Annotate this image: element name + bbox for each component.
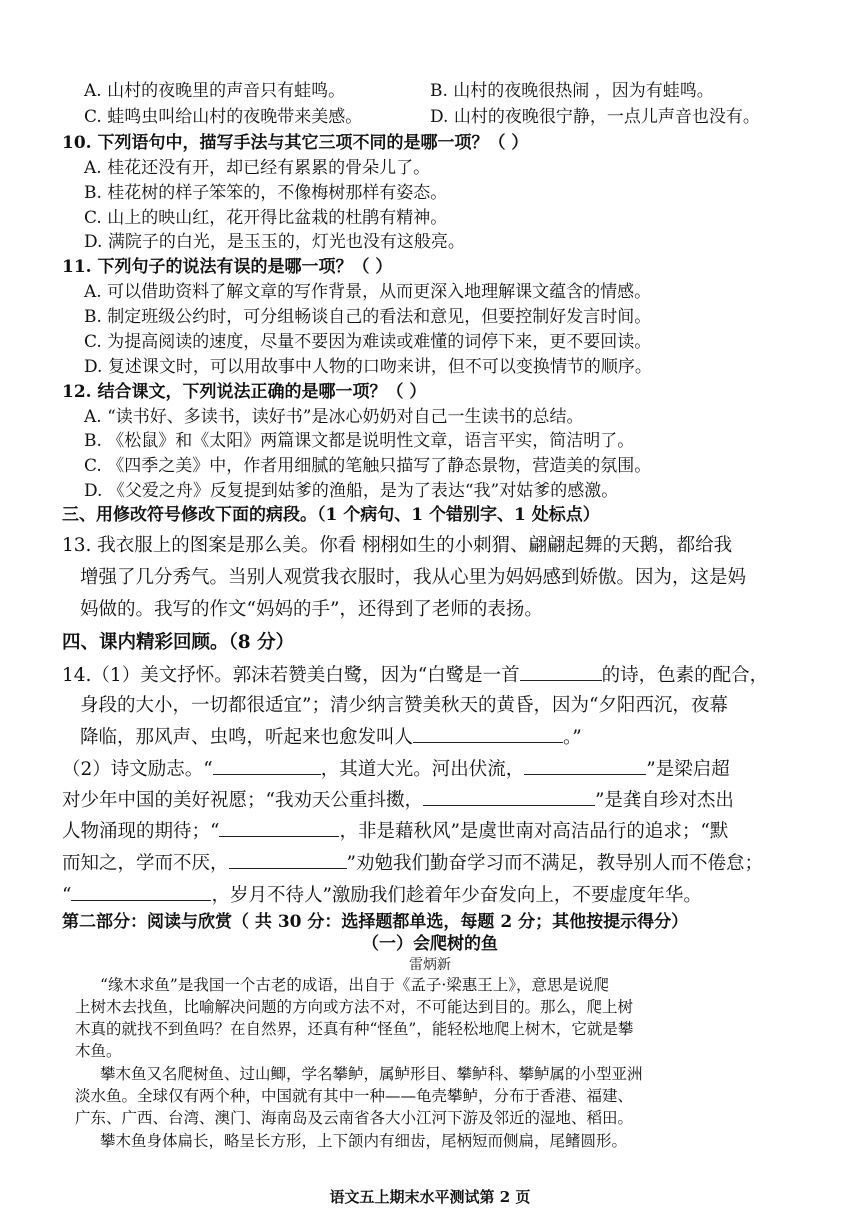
blank-4[interactable] bbox=[524, 756, 646, 775]
q14-2-line-4: 而知之，学而不厌， ”劝勉我们勤奋学习而不满足，教导别人而不倦怠； bbox=[62, 850, 763, 877]
blank-2[interactable] bbox=[413, 724, 563, 743]
q9-option-a: A. 山村的夜晚里的声音只有蛙鸣。 bbox=[84, 81, 346, 101]
para2-line-3: 广东、广西、台湾、澳门、海南岛及云南省各大小江河下游及邻近的湿地、稻田。 bbox=[75, 1109, 634, 1127]
q14-1-line-1: 14.（1）美文抒怀。郭沫若赞美白鹭，因为“白鹭是一首 的诗，色素的配合， bbox=[62, 662, 768, 689]
para1-line-4: 木鱼。 bbox=[75, 1042, 122, 1060]
page-footer: 语文五上期末水平测试第 2 页 bbox=[329, 1188, 531, 1206]
q14-1-line-3: 降临，那风声、虫鸣，听起来也愈发叫人 。” bbox=[80, 724, 582, 751]
para1-line-1: “缘木求鱼”是我国一个古老的成语，出自于《孟子·梁惠王上》，意思是说爬 bbox=[100, 976, 610, 994]
q12-option-a: A. “读书好、多读书，读好书”是冰心奶奶对自己一生读书的总结。 bbox=[84, 407, 584, 427]
q10-option-b: B. 桂花树的样子笨笨的，不像梅树那样有姿态。 bbox=[84, 183, 448, 203]
q11-option-b: B. 制定班级公约时，可分组畅谈自己的看法和意见，但要控制好发言时间。 bbox=[84, 307, 652, 327]
article-title: （一）会爬树的鱼 bbox=[362, 934, 498, 954]
para2-line-2: 淡水鱼。全球仅有两个种，中国就有其中一种——龟壳攀鲈，分布于香港、福建、 bbox=[75, 1087, 634, 1105]
q9-option-b: B. 山村的夜晚很热闹 ，因为有蛙鸣。 bbox=[430, 81, 714, 101]
section3-heading: 三、用修改符号修改下面的病段。（1 个病句、1 个错别字、1 处标点） bbox=[62, 505, 600, 525]
q11-stem: 11. 下列句子的说法有误的是哪一项？（ ） bbox=[62, 257, 393, 277]
section4-heading: 四、课内精彩回顾。（8 分） bbox=[62, 632, 295, 653]
q10-option-d: D. 满院子的白光，是玉玉的，灯光也没有这般亮。 bbox=[84, 232, 465, 252]
blank-7[interactable] bbox=[229, 850, 347, 869]
q13-line-3: 妈做的。我写的作文“妈妈的手”，还得到了老师的表扬。 bbox=[80, 599, 543, 620]
blank-6[interactable] bbox=[219, 818, 339, 837]
q14-2-line-3: 人物涌现的期待；“ ，非是藉秋风”是虞世南对高洁品行的追求；“默 bbox=[62, 818, 728, 845]
q14-2-line-5: “ ，岁月不待人”激励我们趁着年少奋发向上，不要虚度年华。 bbox=[62, 882, 702, 909]
q14-2-line-1: （2）诗文励志。“ ，其道大光。河出伏流， ”是梁启超 bbox=[62, 756, 730, 783]
q13-line-2: 增强了几分秀气。当别人观赏我衣服时，我从心里为妈妈感到娇傲。因为，这是妈 bbox=[80, 567, 747, 588]
para3-line-1: 攀木鱼身体扁长，略呈长方形，上下颌内有细齿，尾柄短而侧扁，尾鳍圆形。 bbox=[100, 1132, 628, 1150]
para1-line-2: 上树木去找鱼，比喻解决问题的方向或方法不对，不可能达到目的。那么，爬上树 bbox=[75, 998, 634, 1016]
blank-5[interactable] bbox=[423, 787, 595, 806]
para1-line-3: 木真的就找不到鱼吗？在自然界，还真有种“怪鱼”，能轻松地爬上树木，它就是攀 bbox=[75, 1020, 634, 1038]
q13-line-1: 13. 我衣服上的图案是那么美。你看 栩栩如生的小刺猬、翩翩起舞的天鹅，都给我 bbox=[62, 535, 733, 556]
article-author: 雷炳新 bbox=[409, 957, 451, 973]
blank-1[interactable] bbox=[520, 662, 602, 681]
q14-1-line-2: 身段的大小，一切都很适宜”；清少纳言赞美秋天的黄昏，因为“夕阳西沉，夜幕 bbox=[80, 695, 728, 716]
part2-heading: 第二部分：阅读与欣赏（ 共 30 分：选择题都单选，每题 2 分；其他按提示得分） bbox=[62, 912, 689, 932]
q9-option-d: D. 山村的夜晚很宁静，一点儿声音也没有。 bbox=[430, 107, 760, 127]
q10-stem: 10. 下列语句中，描写手法与其它三项不同的是哪一项？（ ） bbox=[62, 133, 529, 153]
q11-option-a: A. 可以借助资料了解文章的写作背景，从而更深入地理解课文蕴含的情感。 bbox=[84, 282, 652, 302]
q10-option-c: C. 山上的映山红，花开得比盆栽的杜鹃有精神。 bbox=[84, 208, 448, 228]
q12-option-d: D. 《父爱之舟》反复提到姑爹的渔船，是为了表达“我”对姑爹的感激。 bbox=[84, 481, 619, 501]
q12-option-c: C. 《四季之美》中，作者用细腻的笔触只描写了静态景物，营造美的氛围。 bbox=[84, 456, 652, 476]
blank-8[interactable] bbox=[71, 882, 211, 901]
q10-option-a: A. 桂花还没有开，却已经有累累的骨朵儿了。 bbox=[84, 158, 431, 178]
q14-2-line-2: 对少年中国的美好祝愿；“我劝天公重抖擞， ”是龚自珍对杰出 bbox=[62, 787, 734, 814]
q9-option-c: C. 蛙鸣虫叫给山村的夜晚带来美感。 bbox=[84, 107, 363, 127]
q11-option-c: C. 为提高阅读的速度，尽量不要因为难读或难懂的词停下来，更不要回读。 bbox=[84, 332, 652, 352]
blank-3[interactable] bbox=[213, 756, 321, 775]
para2-line-1: 攀木鱼又名爬树鱼、过山鲫，学名攀鲈，属鲈形目、攀鲈科、攀鲈属的小型亚洲 bbox=[100, 1065, 643, 1083]
q12-stem: 12. 结合课文，下列说法正确的是哪一项？（ ） bbox=[62, 382, 427, 402]
q11-option-d: D. 复述课文时，可以用故事中人物的口吻来讲，但不可以变换情节的顺序。 bbox=[84, 357, 652, 377]
q12-option-b: B. 《松鼠》和《太阳》两篇课文都是说明性文章，语言平实，简洁明了。 bbox=[84, 431, 635, 451]
